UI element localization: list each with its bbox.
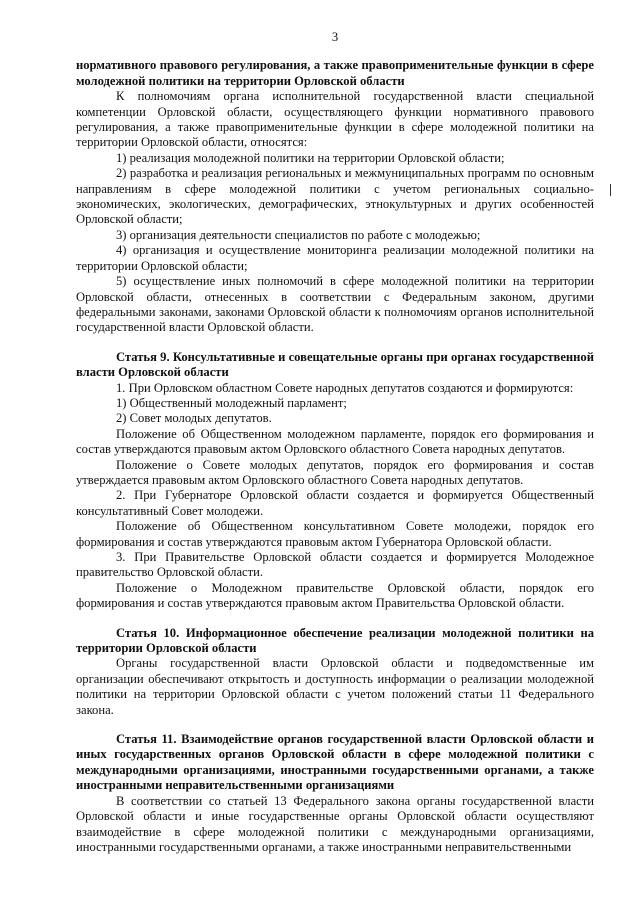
article-9-paragraph: Положение об Общественном молодежном парламенте, порядок его формирования и состав утверждаются правовым актом Орловского областного Совета народных депутатов. [76,426,594,457]
list-item: 2) разработка и реализация региональных и межмуниципальных программ по основным направлениям в сфере молодежной политики с учетом региональных социально-экономических, экологических, демографических, этнокультурных и других особенностей Орловской области; [76,166,594,227]
list-item: 1) реализация молодежной политики на территории Орловской области; [116,150,505,165]
heading-continuation: нормативного правового регулирования, а также правоприменительные функции в сфере молодежной политики на территории Орловской области [76,58,594,88]
article-9-paragraph: 3. При Правительстве Орловской области создается и формируется Молодежное правительство Орловской области. [76,550,594,580]
article-9-paragraph: 1. При Орловском областном Совете народных депутатов создаются и формируются: [116,380,574,395]
article-11-heading: Статья 11. Взаимодействие органов государственной власти Орловской области и иных государственных органов Орловской области в сфере молодежной политики с международными организациями, иностранными государственными органами, а также иностранными неправительственными организациями [76,732,594,793]
article-10-heading: Статья 10. Информационное обеспечение реализации молодежной политики на территории Орловской области [76,625,594,656]
article-9-paragraph: Положение об Общественном консультативном Совете молодежи, порядок его формирования и состав утверждаются правовым актом Губернатора Орловской области. [76,519,594,549]
article-9-heading: Статья 9. Консультативные и совещательные органы при органах государственной власти Орловской области [76,349,594,380]
section-article-9 [76,350,594,612]
document-page [76,30,594,855]
article-9-paragraph: Положение о Молодежном правительстве Орловской области, порядок его формирования и состав утверждаются правовым актом Правительства Орловской области. [76,580,594,611]
list-item: 5) осуществление иных полномочий в сфере молодежной политики на территории Орловской области, отнесенных в соответствии с Федеральным законом, другими федеральными законами, законами Орловской области к полномочиям органов исполнительной государственной власти Орловской области. [76,274,594,335]
article-11-paragraph: В соответствии со статьей 13 Федерального закона органы государственной власти Орловской области и иные государственные органы Орловской области осуществляют взаимодействие в сфере молодежной политики с международными организациями, иностранными государственными органами, а также иностранными неправительственными [76,793,594,854]
article-10-paragraph: Органы государственной власти Орловской области и подведомственные им организации обеспечивают открытость и доступность информации о реализации молодежной политики на территории Орловской области с учетом положений статьи 11 Федерального закона. [76,656,594,717]
list-item: 3) организация деятельности специалистов по работе с молодежью; [116,227,481,242]
article-9-paragraph: 2) Совет молодых депутатов. [116,411,272,426]
intro-paragraph: К полномочиям органа исполнительной государственной власти специальной компетенции Орловской области, осуществляющего функции нормативного правового регулирования, а также правоприменительные функции в сфере молодежной политики на территории Орловской области, относятся: [76,89,594,150]
section-intro [76,58,594,335]
list-item: 4) организация и осуществление мониторинга реализации молодежной политики на территории Орловской области; [76,243,594,273]
margin-mark [610,184,611,196]
page-number: 3 [331,30,339,44]
section-article-10 [76,626,594,718]
article-9-paragraph: 2. При Губернаторе Орловской области создается и формируется Общественный консультативный Совет молодежи. [76,488,594,518]
article-9-paragraph: Положение о Совете молодых депутатов, порядок его формирования и состав утверждается правовым актом Орловского областного Совета народных депутатов. [76,457,594,487]
article-9-paragraph: 1) Общественный молодежный парламент; [116,395,347,410]
section-article-11 [76,732,594,855]
